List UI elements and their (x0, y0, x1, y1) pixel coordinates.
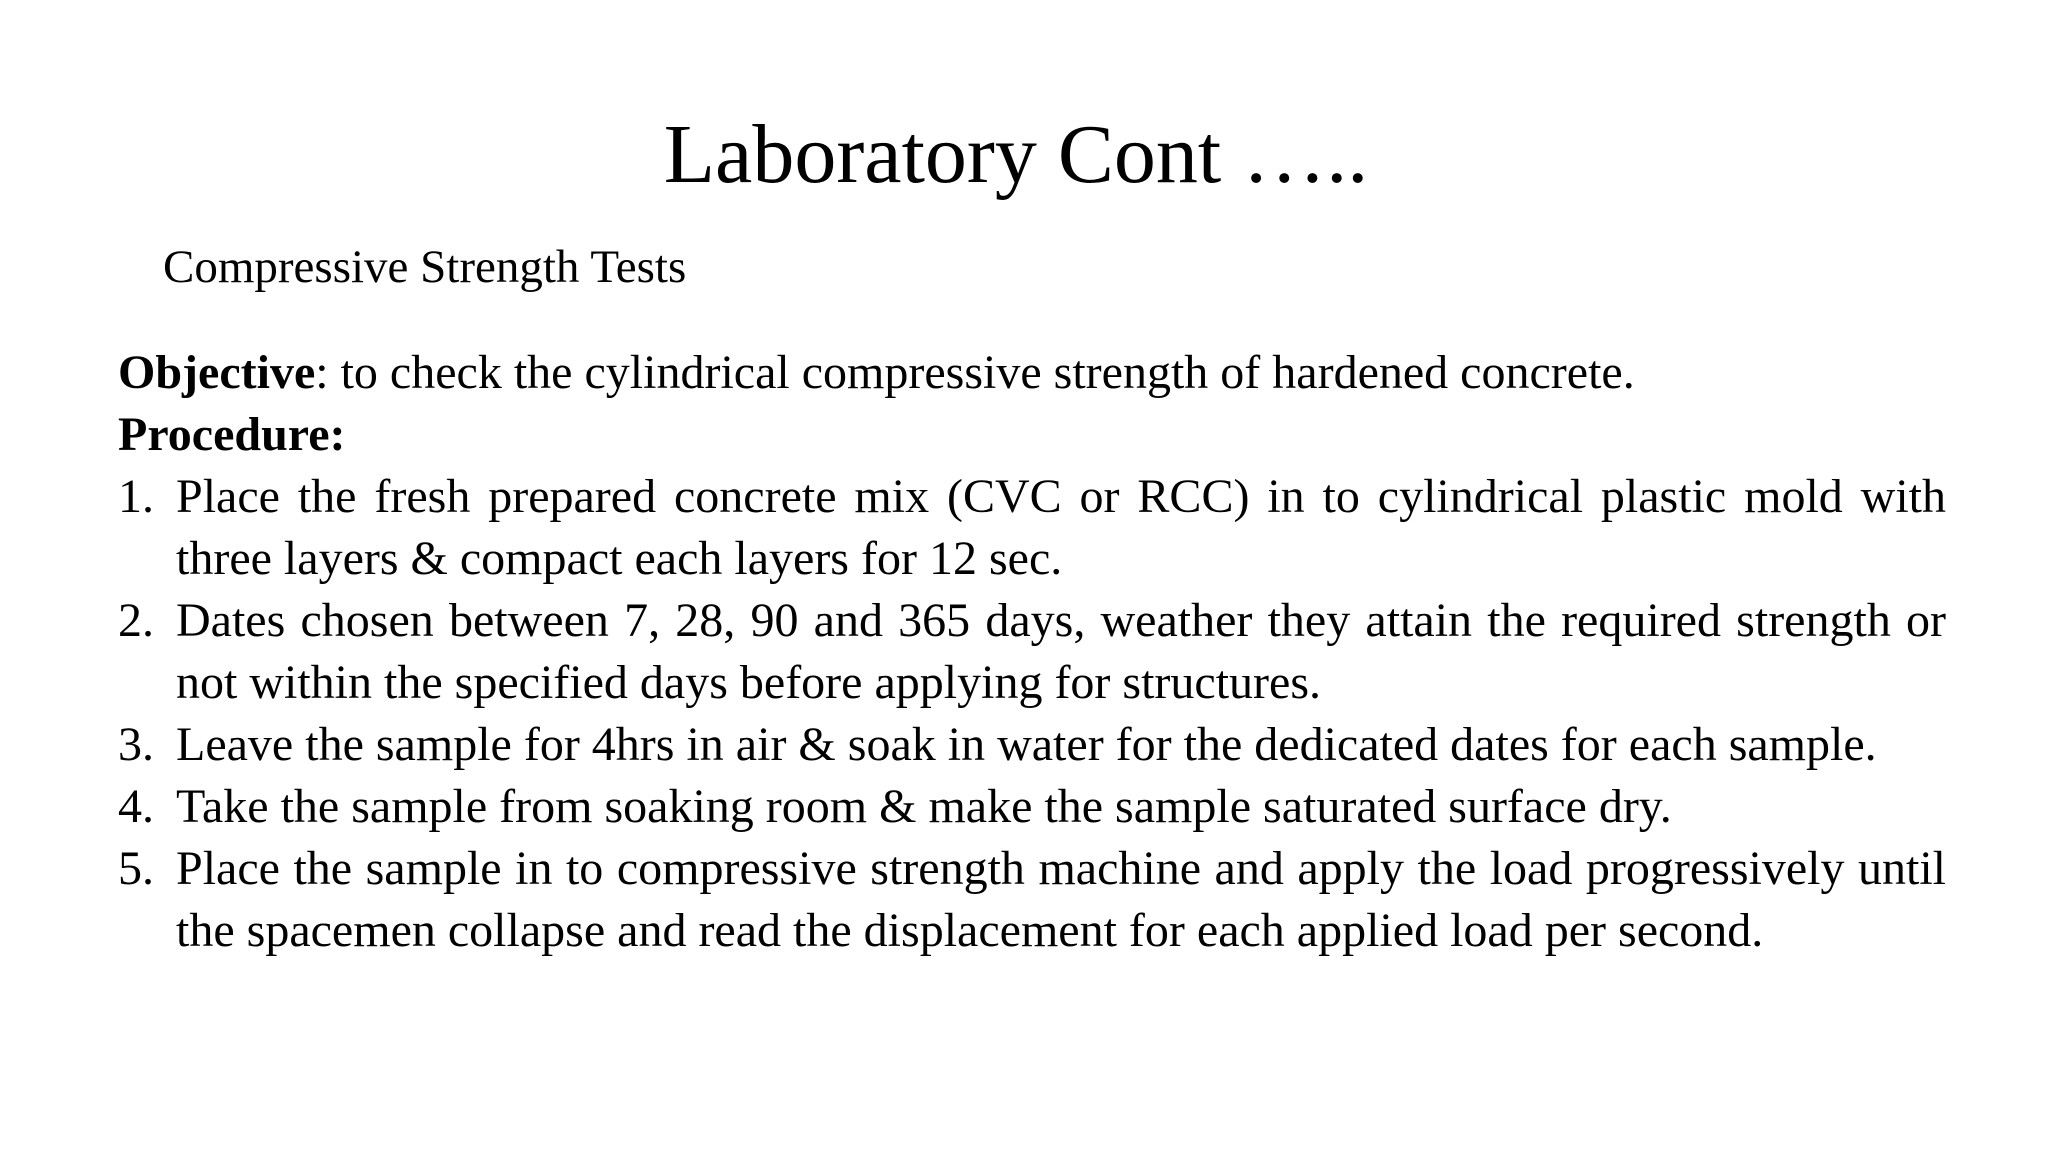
procedure-step-2 (118, 590, 1946, 714)
step-number: 1. (118, 470, 154, 523)
slide-title-text: Laboratory Cont ….. (663, 108, 1369, 201)
step-number: 3. (118, 718, 154, 771)
objective-line (118, 342, 1946, 404)
step-text: Take the sample from soaking room & make the sample saturated surface dry. (176, 780, 1672, 833)
step-text: Place the fresh prepared concrete mix (CVC or RCC) in to cylindrical plastic mold with three layers & compact each layers for 12 sec. (176, 470, 1946, 585)
objective-text: : to check the cylindrical compressive strength of hardened concrete. (315, 346, 1635, 399)
step-text: Dates chosen between 7, 28, 90 and 365 days, weather they attain the required strength or not within the specified days before applying for structures. (176, 594, 1946, 709)
step-number: 2. (118, 594, 154, 647)
procedure-label: Procedure: (118, 408, 346, 461)
procedure-step-4 (118, 776, 1946, 838)
procedure-step-3 (118, 714, 1946, 776)
step-number: 5. (118, 842, 154, 895)
procedure-step-5 (118, 838, 1946, 962)
slide-subtitle: Compressive Strength Tests (163, 241, 687, 293)
procedure-steps (118, 466, 1946, 962)
slide-title (0, 100, 2048, 210)
step-text: Place the sample in to compressive strength machine and apply the load progressively until the spacemen collapse and read the displacement for each applied load per second. (176, 842, 1946, 957)
procedure-step-1 (118, 466, 1946, 590)
step-number: 4. (118, 780, 154, 833)
step-text: Leave the sample for 4hrs in air & soak in water for the dedicated dates for each sample. (176, 718, 1877, 771)
slide-content (118, 342, 1946, 962)
objective-label: Objective (118, 346, 316, 399)
